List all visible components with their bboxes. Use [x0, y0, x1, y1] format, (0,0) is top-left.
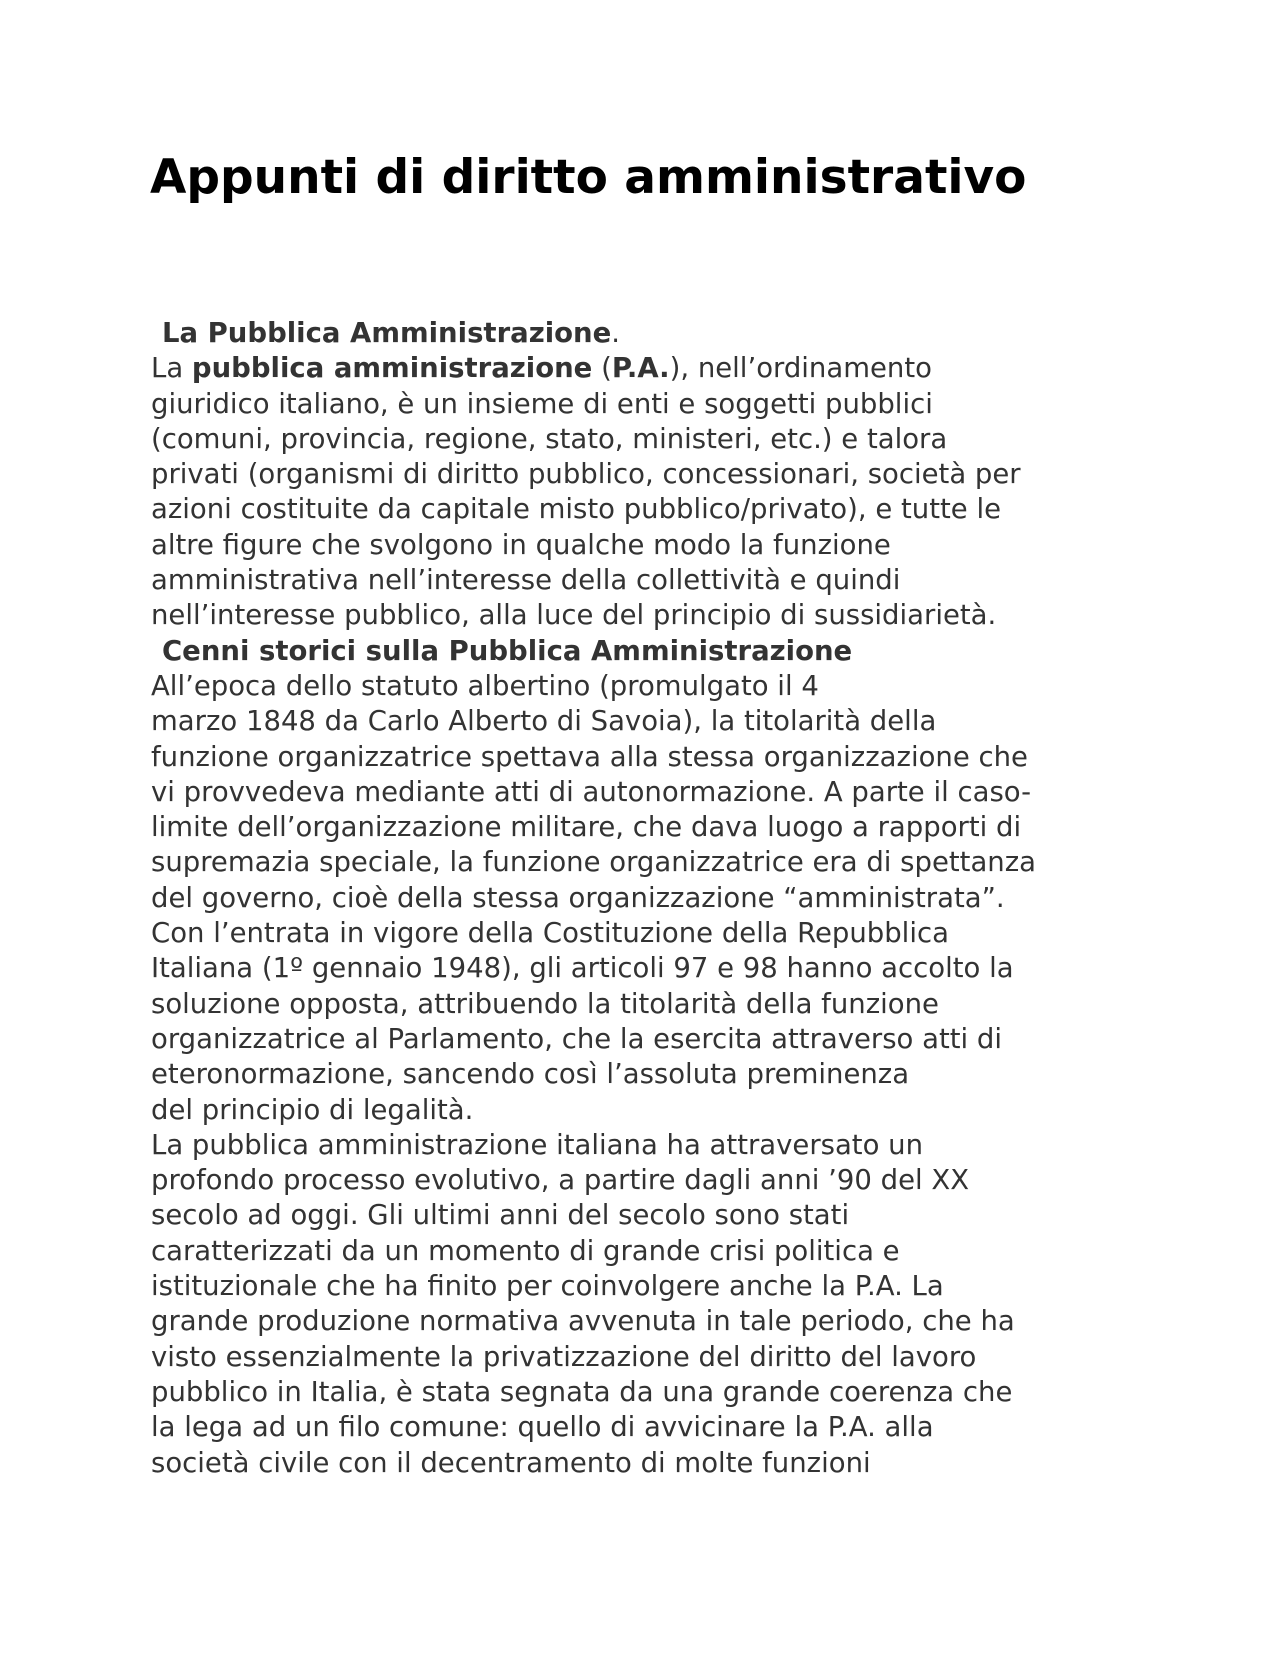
paragraph-line: soluzione opposta, attribuendo la titolarità della funzione	[151, 987, 939, 1020]
paragraph-line: marzo 1848 da Carlo Alberto di Savoia), la titolarità della	[151, 705, 937, 738]
paragraph-line: funzione organizzatrice spettava alla stessa organizzazione che	[151, 740, 1028, 773]
paragraph-line: limite dell’organizzazione militare, che dava luogo a rapporti di	[151, 811, 1022, 844]
paragraph-line: secolo ad oggi. Gli ultimi anni del secolo sono stati	[151, 1199, 850, 1232]
text-run: (	[592, 352, 612, 385]
paragraph-line: istituzionale che ha finito per coinvolgere anche la P.A. La	[151, 1270, 944, 1303]
paragraph-line: nell’interesse pubblico, alla luce del principio di sussidiarietà.	[151, 599, 997, 632]
paragraph-line: la lega ad un filo comune: quello di avvicinare la P.A. alla	[151, 1411, 934, 1444]
paragraph-line: La pubblica amministrazione italiana ha attraversato un	[151, 1128, 924, 1161]
paragraph-line: supremazia speciale, la funzione organizzatrice era di spettanza	[151, 846, 1037, 879]
paragraph-line: (comuni, provincia, regione, stato, ministeri, etc.) e talora	[151, 422, 948, 455]
paragraph-line: del governo, cioè della stessa organizzazione “amministrata”.	[151, 881, 1005, 914]
paragraph-line: Con l’entrata in vigore della Costituzione della Repubblica	[151, 917, 949, 950]
paragraph-line: amministrativa nell’interesse della collettività e quindi	[151, 564, 901, 597]
section-heading-period: .	[611, 317, 621, 349]
paragraph-line: caratterizzati da un momento di grande crisi politica e	[151, 1234, 900, 1267]
paragraph-line: vi provvedeva mediante atti di autonormazione. A parte il caso-	[151, 775, 1032, 808]
document-body	[151, 316, 1151, 1481]
section-heading-cenni-storici: Cenni storici sulla Pubblica Amministrazione	[162, 634, 853, 667]
section-heading-text: La Pubblica Amministrazione	[162, 317, 612, 349]
document-title: Appunti di diritto amministrativo	[150, 150, 1027, 205]
paragraph-line: Italiana (1º gennaio 1948), gli articoli 97 e 98 hanno accolto la	[151, 952, 1014, 985]
paragraph-line: organizzatrice al Parlamento, che la esercita attraverso atti di	[151, 1022, 1003, 1055]
paragraph-line: grande produzione normativa avvenuta in tale periodo, che ha	[151, 1305, 1015, 1338]
paragraph-line: del principio di legalità.	[151, 1093, 474, 1126]
paragraph-line: privati (organismi di diritto pubblico, concessionari, società per	[151, 458, 1021, 491]
paragraph-line: visto essenzialmente la privatizzazione del diritto del lavoro	[151, 1340, 977, 1373]
paragraph-line: eteronormazione, sancendo così l’assoluta preminenza	[151, 1058, 910, 1091]
paragraph-line: All’epoca dello statuto albertino (promulgato il 4	[151, 669, 819, 702]
paragraph-line: azioni costituite da capitale misto pubblico/privato), e tutte le	[151, 493, 1002, 526]
paragraph-line: altre figure che svolgono in qualche modo la funzione	[151, 528, 891, 561]
text-run: La	[151, 352, 192, 385]
section-heading-pubblica-amministrazione	[151, 316, 1151, 351]
bold-term-pa: P.A.	[611, 352, 670, 385]
paragraph-line: società civile con il decentramento di molte funzioni	[151, 1446, 871, 1479]
paragraph-line: giuridico italiano, è un insieme di enti e soggetti pubblici	[151, 387, 933, 420]
paragraph-line	[151, 351, 1151, 386]
text-run: ), nell’ordinamento	[669, 352, 932, 385]
paragraph-line: profondo processo evolutivo, a partire dagli anni ’90 del XX	[151, 1164, 970, 1197]
bold-term-pubblica-amministrazione: pubblica amministrazione	[191, 352, 593, 385]
paragraph-line: pubblico in Italia, è stata segnata da una grande coerenza che	[151, 1375, 1013, 1408]
